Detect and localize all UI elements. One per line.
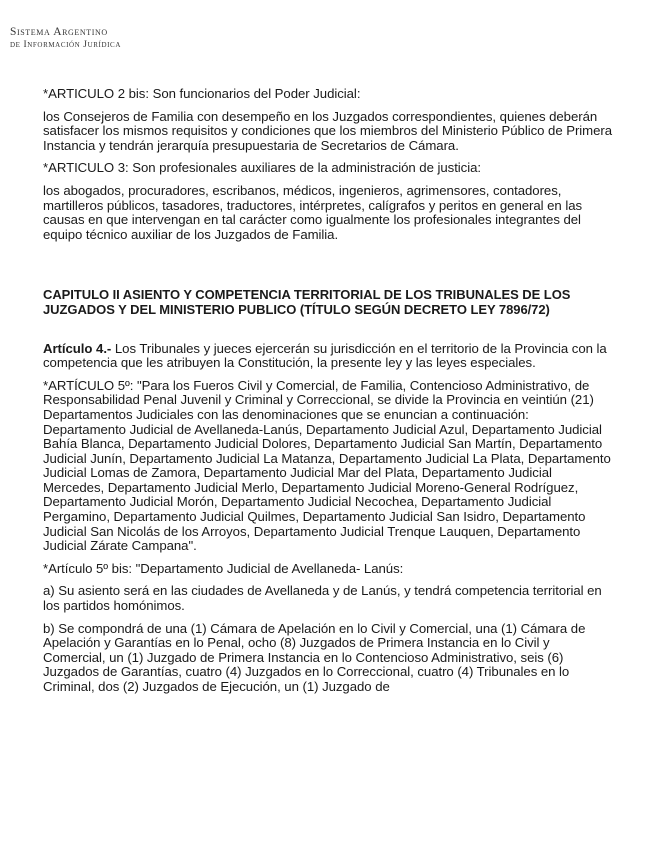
document-body <box>43 87 613 703</box>
article-3-body: los abogados, procuradores, escribanos, médicos, ingenieros, agrimensores, contadores, martilleros públicos, tasadores, traductores, intérpretes, calígrafos y peritos en general en las causas en que intervengan en tal carácter como igualmente los profesionales integrantes del equipo técnico auxiliar de los Juzgados de Familia. <box>43 182 583 242</box>
article-5bis-b: b) Se compondrá de una (1) Cámara de Apelación en lo Civil y Comercial, una (1) Cámara de Apelación y Garantías en lo Penal, ocho (8) Juzgados de Primera Instancia en lo Civil y Comercial, un (1) Juzgado de Primera Instancia en lo Contencioso Administrativo, seis (6) Juzgados de Garantías, cuatro (4) Juzgados en lo Correccional, cuatro (4) Tribunales en lo Criminal, dos (2) Juzgados de Ejecución, un (1) Juzgado de <box>43 620 586 694</box>
article-4-label: Artículo 4.- <box>43 340 112 356</box>
article-5: *ARTÍCULO 5º: "Para los Fueros Civil y Comercial, de Familia, Contencioso Administrativo, de Responsabilidad Penal Juvenil y Criminal y Correccional, se divide la Provincia en veintiún (21) Departamentos Judiciales con las denominaciones que se enuncian a continuación: Departamento Judicial de Avellaneda-Lanús, Departamento Judicial Azul, Departamento Judicial Bahía Blanca, Departamento Judicial Dolores, Departamento Judicial San Martín, Departamento Judicial Junín, Departamento Judicial La Matanza, Departamento Judicial La Plata, Departamento Judicial Lomas de Zamora, Departamento Judicial Mar del Plata, Departamento Judicial Mercedes, Departamento Judicial Merlo, Departamento Judicial Moreno-General Rodríguez, Departamento Judicial Morón, Departamento Judicial Necochea, Departamento Judicial Pergamino, Departamento Judicial Quilmes, Departamento Judicial San Isidro, Departamento Judicial San Nicolás de los Arroyos, Departamento Judicial Trenque Lauquen, Departamento Judicial Zárate Campana". <box>43 377 611 554</box>
logo-line-2: de Información Jurídica <box>10 40 121 50</box>
article-2bis-body: los Consejeros de Familia con desempeño en los Juzgados correspondientes, quienes deberán satisfacer los mismos requisitos y condiciones que los miembros del Ministerio Público de Primera Instancia y tendrán jerarquía presupuestaria de Secretarios de Cámara. <box>43 108 613 153</box>
article-5bis-title: *Artículo 5º bis: "Departamento Judicial de Avellaneda- Lanús: <box>43 560 404 576</box>
saij-logo <box>10 26 121 52</box>
logo-line-1: Sistema Argentino <box>10 26 108 38</box>
article-4-body: Los Tribunales y jueces ejercerán su jurisdicción en el territorio de la Provincia con la competencia que les atribuyen la Constitución, la presente ley y las leyes especiales. <box>43 340 607 371</box>
article-4 <box>43 342 613 371</box>
article-5bis-a: a) Su asiento será en las ciudades de Avellaneda y de Lanús, y tendrá competencia territorial en los partidos homónimos. <box>43 583 602 614</box>
chapter-2-heading: CAPITULO II ASIENTO Y COMPETENCIA TERRITORIAL DE LOS TRIBUNALES DE LOS JUZGADOS Y DEL MINISTERIO PUBLICO (TÍTULO SEGÚN DECRETO LEY 7896/72) <box>43 287 571 317</box>
article-2bis-title: *ARTICULO 2 bis: Son funcionarios del Poder Judicial: <box>43 86 361 101</box>
article-3-title: *ARTICULO 3: Son profesionales auxiliares de la administración de justicia: <box>43 160 482 176</box>
